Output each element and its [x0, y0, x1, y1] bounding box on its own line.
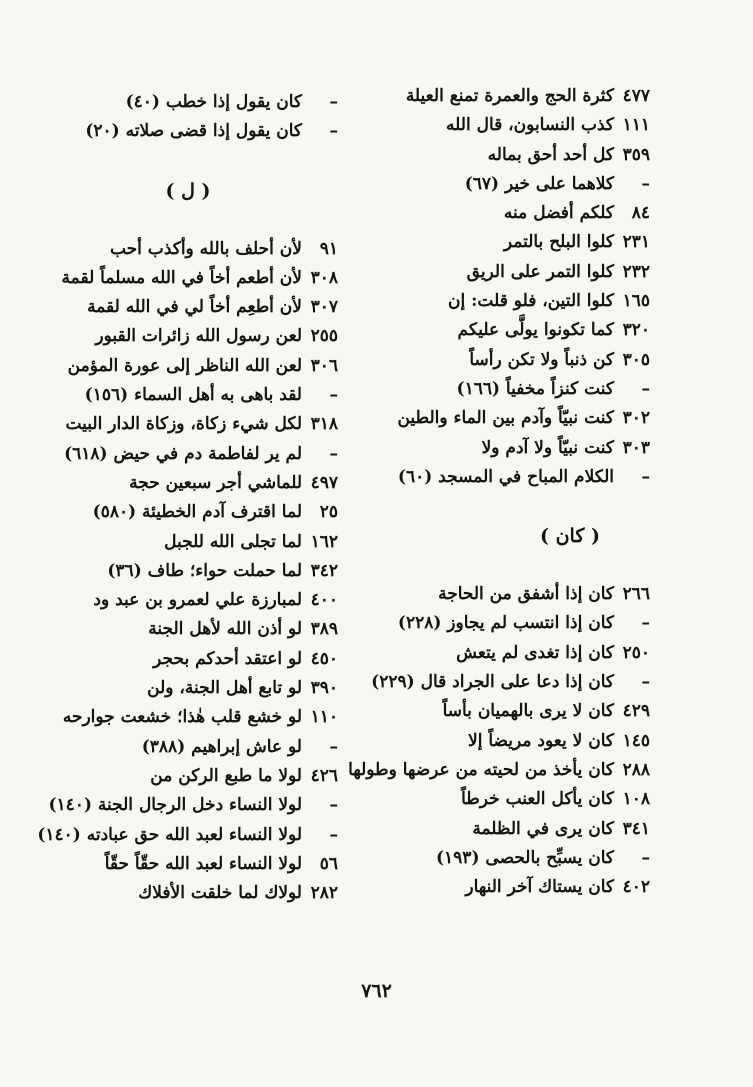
- entry-text: كان إذا دعا على الجراد قال (٢٢٩): [371, 672, 614, 693]
- index-entry: [350, 141, 650, 170]
- entry-text: كثرة الحج والعمرة تمنع العيلة: [405, 86, 614, 106]
- index-entry: [38, 733, 338, 762]
- entry-number: ٤٢٩: [622, 701, 650, 722]
- entry-text: كلاهما على خير (٦٧): [464, 173, 614, 194]
- index-entry: [38, 645, 338, 674]
- entry-number: ١٠٨: [622, 789, 650, 810]
- entry-text: كنت كنزاً مخفياً (١٦٦): [456, 378, 614, 399]
- entry-number: ٣١٨: [310, 414, 338, 435]
- entry-text: لمبارزة علي لعمرو بن عبد ود: [93, 590, 302, 611]
- entry-number: ٤٠٢: [622, 877, 650, 898]
- entry-text: كان يستاك آخر النهار: [465, 877, 614, 898]
- entry-number: ٥٦: [319, 853, 338, 874]
- entry-text: كان لا يعود مريضاً إلا: [468, 730, 614, 751]
- right-entries-bottom: [350, 580, 650, 902]
- entry-text: لولا النساء دخل الرجال الجنة (١٤٠): [48, 795, 302, 816]
- entry-text: لولا ما طبع الركن من: [150, 765, 302, 786]
- section-heading-kan: ( كان ): [540, 525, 600, 548]
- entry-text: لم ير لفاطمة دم في حيض (٦١٨): [64, 443, 302, 464]
- entry-number: ٢٥٠: [622, 642, 650, 663]
- index-entry: [38, 557, 338, 586]
- index-entry: [38, 762, 338, 791]
- page-number: ٧٦٢: [361, 980, 392, 1002]
- entry-number: ٣٠٥: [622, 349, 650, 370]
- entry-text: لولا النساء لعبد الله حقّاً حقّاً: [104, 853, 302, 874]
- index-entry: [350, 639, 650, 668]
- index-entry: [350, 111, 650, 140]
- index-entry: [350, 287, 650, 316]
- entry-dash: –: [329, 121, 338, 142]
- index-entry: [38, 117, 338, 146]
- entry-text: لأن أطعم أخاً في الله مسلماً لقمة: [61, 267, 302, 288]
- entry-text: لما حملت حواء؛ طاف (٣٦): [107, 560, 302, 581]
- left-column: [38, 88, 338, 908]
- index-entry: [350, 580, 650, 609]
- entry-number: ١٤٥: [622, 730, 650, 751]
- entry-number: ١٦٢: [310, 531, 338, 552]
- entry-text: لما تجلى الله للجبل: [164, 531, 302, 552]
- index-entry: [38, 235, 338, 264]
- entry-text: لو خشع قلب هٰذا؛ خشعت جوارحه: [62, 707, 302, 728]
- entry-number: ٣٢٠: [622, 320, 650, 341]
- index-entry: [350, 258, 650, 287]
- entry-text: كن ذنباً ولا تكن رأساً: [469, 349, 614, 370]
- entry-text: لأن أطعِم أخاً لي في الله لقمة: [87, 297, 302, 318]
- entry-text: كان لا يرى بالهميان بأساً: [442, 701, 614, 722]
- entry-number: ١١٠: [310, 707, 338, 728]
- index-entry: [350, 463, 650, 492]
- entry-text: كان يرى في الظلمة: [472, 818, 614, 839]
- entry-text: كان إذا أشفق من الحاجة: [438, 584, 614, 605]
- entry-number: ٢٥: [319, 502, 338, 523]
- entry-text: كان يسبِّح بالحصى (١٩٣): [436, 847, 614, 868]
- entry-text: كنت نبيّاً وآدم بين الماء والطين: [397, 408, 614, 429]
- index-entry: [350, 199, 650, 228]
- entry-number: ٣٨٩: [310, 619, 338, 640]
- index-entry: [38, 674, 338, 703]
- entry-number: ٣٥٩: [622, 144, 650, 165]
- entry-text: كنت نبيّاً ولا آدم ولا: [481, 437, 614, 458]
- entry-number: ٣٠٣: [622, 437, 650, 458]
- entry-text: لو اعتقد أحدكم بحجر: [153, 648, 302, 669]
- entry-number: ٣٩٠: [310, 678, 338, 699]
- index-entry: [38, 381, 338, 410]
- index-entry: [350, 756, 650, 785]
- index-entry: [350, 727, 650, 756]
- entry-number: ٨٤: [631, 203, 650, 224]
- entry-number: ٩١: [319, 238, 338, 259]
- entry-number: ٤٩٧: [310, 472, 338, 493]
- entry-number: ١١١: [622, 115, 650, 136]
- entry-number: ٣٤٢: [310, 560, 338, 581]
- right-column: [350, 82, 650, 902]
- entry-number: ٣٠٨: [310, 267, 338, 288]
- index-entry: [38, 469, 338, 498]
- index-entry: [350, 873, 650, 902]
- entry-text: كذب النسابون، قال الله: [446, 115, 614, 136]
- entry-text: لولاك لما خلقت الأفلاك: [138, 883, 302, 904]
- entry-number: ٢٣٢: [622, 261, 650, 282]
- entry-text: لكل شيء زكاة، وزكاة الدار البيت: [65, 414, 302, 435]
- entry-number: ٣٠٢: [622, 408, 650, 429]
- entry-number: ٢٨٢: [310, 883, 338, 904]
- entry-text: كل أحد أحق بماله: [487, 144, 614, 165]
- entry-text: الكلام المباح في المسجد (٦٠): [397, 466, 614, 487]
- right-entries-top: [350, 82, 650, 492]
- entry-text: لأن أحلف بالله وأكذب أحب: [109, 238, 302, 259]
- entry-dash: –: [641, 173, 650, 194]
- entry-dash: –: [641, 847, 650, 868]
- index-entry: [38, 586, 338, 615]
- entry-text: كان إذا تغدى لم يتعش: [456, 642, 614, 663]
- entry-dash: –: [641, 672, 650, 693]
- index-entry: [38, 352, 338, 381]
- index-entry: [38, 879, 338, 908]
- entry-dash: –: [329, 736, 338, 757]
- index-entry: [350, 228, 650, 257]
- index-entry: [350, 815, 650, 844]
- index-entry: [38, 703, 338, 732]
- index-entry: [350, 316, 650, 345]
- entry-text: لعن رسول الله زائرات القبور: [95, 326, 302, 347]
- entry-text: كلوا التين، فلو قلت: إن: [448, 291, 614, 312]
- entry-text: كما تكونوا يولَّى عليكم: [457, 320, 614, 341]
- index-entry: [38, 293, 338, 322]
- entry-number: ٣٤١: [622, 818, 650, 839]
- index-entry: [350, 170, 650, 199]
- entry-text: لقد باهى به أهل السماء (١٥٦): [84, 385, 302, 406]
- index-entry: [350, 609, 650, 638]
- index-entry: [38, 615, 338, 644]
- entry-dash: –: [641, 466, 650, 487]
- entry-text: كان إذا انتسب لم يجاوز (٢٢٨): [397, 613, 614, 634]
- entry-text: لما اقترف آدم الخطيئة (٥٨٠): [92, 502, 302, 523]
- entry-number: ١٦٥: [622, 291, 650, 312]
- entry-text: للماشي أجر سبعين حجة: [129, 472, 302, 493]
- left-entries-bottom: [38, 235, 338, 909]
- entry-text: لعن الله الناظر إلى عورة المؤمن: [67, 355, 302, 376]
- entry-text: كان يأكل العنب خرطاً: [461, 789, 614, 810]
- entry-number: ٢٣١: [622, 232, 650, 253]
- index-entry: [38, 528, 338, 557]
- index-entry: [38, 88, 338, 117]
- index-entry: [38, 264, 338, 293]
- entry-number: ٢٥٥: [310, 326, 338, 347]
- entry-text: لولا النساء لعبد الله حق عبادته (١٤٠): [37, 824, 302, 845]
- index-entry: [350, 785, 650, 814]
- index-entry: [38, 498, 338, 527]
- section-heading-lam: ( ل ): [165, 179, 211, 202]
- entry-number: ٢٨٨: [622, 759, 650, 780]
- index-entry: [350, 346, 650, 375]
- entry-dash: –: [329, 824, 338, 845]
- entry-number: ٣٠٦: [310, 355, 338, 376]
- entry-number: ٤٧٧: [622, 86, 650, 106]
- entry-dash: –: [641, 613, 650, 634]
- index-entry: [38, 821, 338, 850]
- entry-dash: –: [329, 443, 338, 464]
- entry-text: كان يأخذ من لحيته من عرضها وطولها: [348, 759, 614, 780]
- entry-text: لو تابع أهل الجنة، ولن: [147, 678, 302, 699]
- entry-number: ٤٢٦: [310, 765, 338, 786]
- entry-dash: –: [329, 385, 338, 406]
- entry-text: كلوا البلح بالتمر: [503, 232, 614, 253]
- entry-dash: –: [329, 92, 338, 112]
- index-entry: [350, 697, 650, 726]
- entry-text: كلكم أفضل منه: [503, 203, 614, 224]
- index-entry: [350, 375, 650, 404]
- entry-text: لو عاش إبراهيم (٣٨٨): [141, 736, 302, 757]
- entry-number: ٤٥٠: [310, 648, 338, 669]
- index-entry: [38, 322, 338, 351]
- entry-number: ٣٠٧: [310, 297, 338, 318]
- index-entry: [38, 440, 338, 469]
- entry-text: كان يقول إذا خطب (٤٠): [125, 92, 302, 112]
- index-entry: [350, 82, 650, 111]
- entry-dash: –: [329, 795, 338, 816]
- entry-text: كان يقول إذا قضى صلاته (٢٠): [85, 121, 302, 142]
- entry-text: كلوا التمر على الريق: [466, 261, 614, 282]
- index-entry: [38, 791, 338, 820]
- index-entry: [38, 850, 338, 879]
- entry-number: ٢٦٦: [622, 584, 650, 605]
- index-entry: [350, 434, 650, 463]
- entry-dash: –: [641, 378, 650, 399]
- index-entry: [38, 410, 338, 439]
- entry-text: لو أذن الله لأهل الجنة: [148, 619, 302, 640]
- index-entry: [350, 404, 650, 433]
- index-entry: [350, 668, 650, 697]
- entry-number: ٤٠٠: [310, 590, 338, 611]
- left-entries-top: [38, 88, 338, 147]
- index-entry: [350, 844, 650, 873]
